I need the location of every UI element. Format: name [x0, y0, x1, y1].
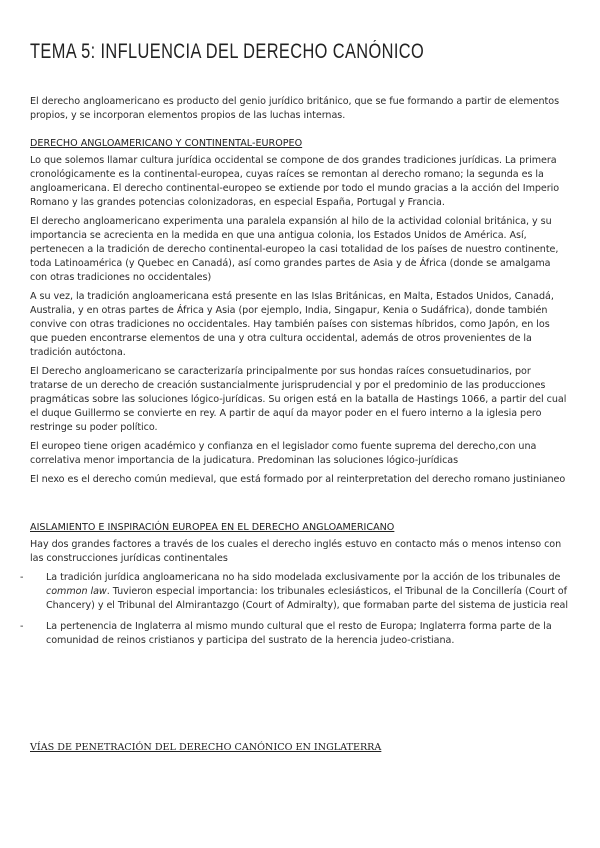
page-title: TEMA 5: INFLUENCIA DEL DERECHO CANÓNICO — [30, 40, 425, 63]
bullet-dash: - — [20, 572, 24, 583]
bullet-text-before: La tradición jurídica angloamericana no ha sido modelada exclusivamente por la acción de los tribunales de — [46, 572, 561, 583]
bullet-text-after: . Tuvieron especial importancia: los tribunales eclesiásticos, el Tribunal de la Concillería (Court of Chancery) y el Tribunal del Almirantazgo (Court of Admiralty), que formaban parte del sistema de justicia real — [46, 586, 568, 611]
bullet-text-emphasis: common law — [46, 586, 107, 597]
bullet-dash: - — [20, 621, 24, 632]
section-heading-aislamiento: AISLAMIENTO E INSPIRACIÓN EUROPEA EN EL DERECHO ANGLOAMERICANO — [30, 522, 395, 533]
paragraph-dos-factores: Hay dos grandes factores a través de los cuales el derecho inglés estuvo en contacto más o menos intenso con las construcciones jurídicas continentales — [30, 539, 562, 564]
bullet-text-before: La pertenencia de Inglaterra al mismo mundo cultural que el resto de Europa; Inglaterra forma parte de la comunidad de reinos cristianos y participa del sustrato de la herencia judeo-cristiana. — [46, 621, 552, 646]
section-heading-derecho-angloamericano: DERECHO ANGLOAMERICANO Y CONTINENTAL-EUROPEO — [30, 138, 303, 149]
paragraph-nexo-derecho-comun: El nexo es el derecho común medieval, que está formado por al reinterpretation del derecho romano justinianeo — [30, 474, 566, 485]
factors-list — [20, 571, 570, 648]
paragraph-tradicion-presente: A su vez, la tradición angloamericana está presente en las Islas Británicas, en Malta, Estados Unidos, Canadá, Australia, y en otras partes de África y Asia (por ejemplo, India, Singapur, Kenia o Sudáfrica), donde también convive con otras tradiciones no occidentales. Hay también países con sistemas híbridos, como Japón, en los que pueden encontrarse elementos de una y otra cultura occidental, además de otros provenientes de la tradición autóctona. — [30, 291, 554, 358]
paragraph-europeo-origen: El europeo tiene origen académico y confianza en el legislador como fuente suprema del derecho,con una correlativa menor importancia de la judicatura. Predominan las soluciones lógico-jurídicas — [30, 441, 537, 466]
intro-paragraph: El derecho angloamericano es producto del genio jurídico británico, que se fue formando a partir de elementos propios, y se incorporan elementos propios de las luchas internas. — [30, 96, 560, 121]
paragraph-cultura-juridica: Lo que solemos llamar cultura jurídica occidental se compone de dos grandes tradiciones jurídicas. La primera cronológicamente es la continental-europea, cuyas raíces se remontan al derecho romano; la segunda es la angloamericana. El derecho continental-europeo se extiende por todo el mundo gracias a la acción del Imperio Romano y las grandes potencias colonizadoras, en especial España, Portugal y Francia. — [30, 155, 560, 208]
section-heading-vias-penetracion: VÍAS DE PENETRACIÓN DEL DERECHO CANÓNICO EN INGLATERRA — [30, 742, 382, 753]
section-spacer — [30, 655, 570, 741]
list-item — [20, 620, 570, 648]
section-spacer — [30, 492, 570, 521]
list-item — [20, 571, 570, 613]
paragraph-caracteristicas: El Derecho angloamericano se caracterizaría principalmente por sus hondas raíces consuetudinarios, por tratarse de un derecho de creación sustancialmente jurisprudencial y por el predominio de las producciones pragmáticas sobre las soluciones lógico-jurídicas. Su origen está en la batalla de Hastings 1066, a partir del cual el duque Guillermo se convierte en rey. A partir de aquí da mayor poder en el fuero interno a la iglesia pero restringe su poder político. — [30, 366, 567, 433]
paragraph-expansion-angloamericana: El derecho angloamericano experimenta una paralela expansión al hilo de la actividad colonial británica, y su importancia se acrecienta en la medida en que una antigua colonia, los Estados Unidos de América. Así, pertenecen a la tradición de derecho continental-europeo la casi totalidad de los países de nuestro continente, toda Latinoamérica (y Quebec en Canadá), así como grandes partes de Asia y de África (donde se amalgama con otras tradiciones no occidentales) — [30, 216, 559, 283]
